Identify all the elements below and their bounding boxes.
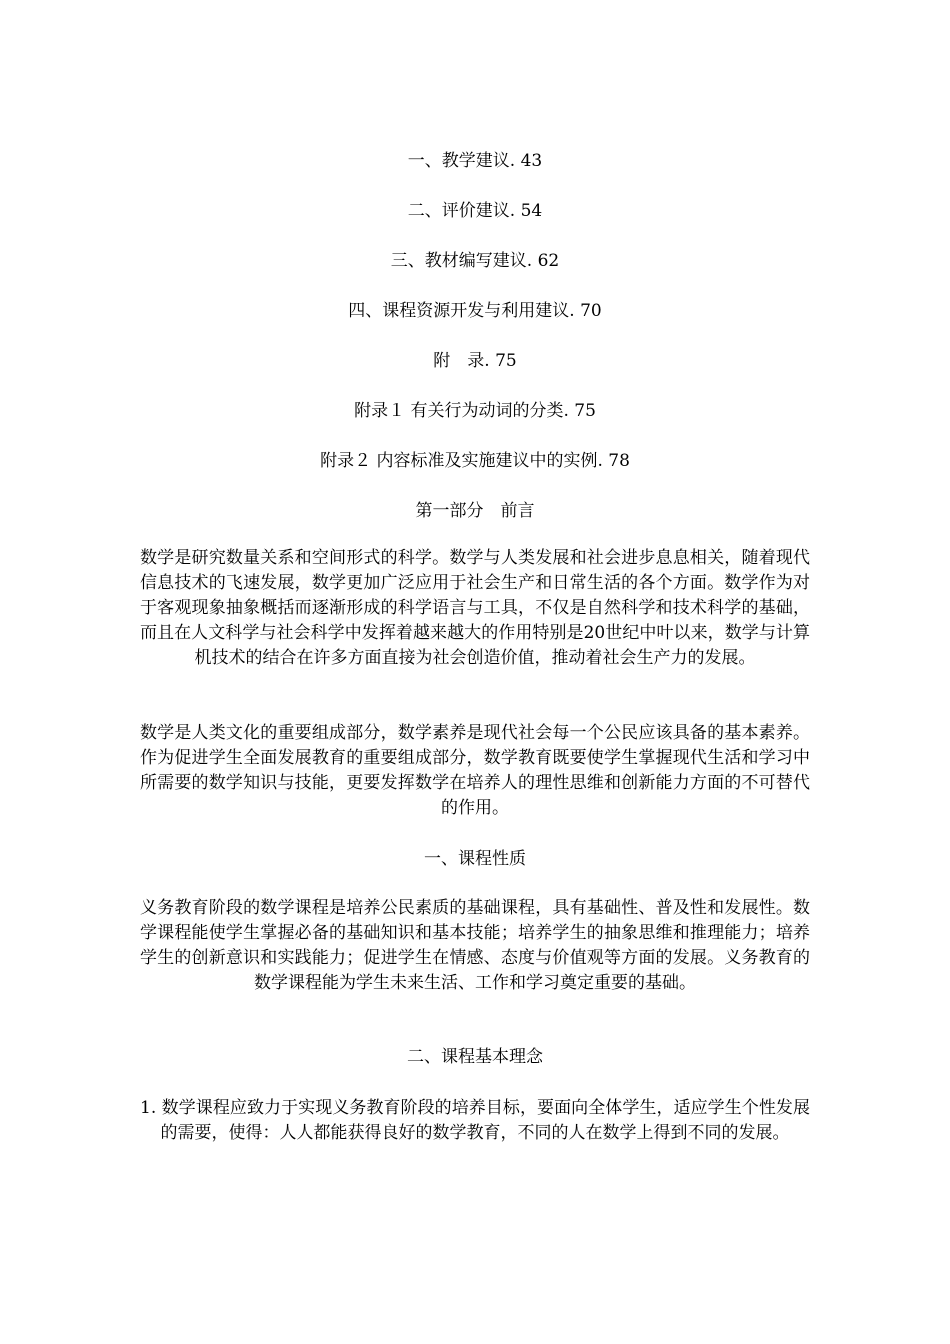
section-basic-concepts-paragraph: 1. 数学课程应致力于实现义务教育阶段的培养目标，要面向全体学生，适应学生个性发展的需要，使得：人人都能获得良好的数学教育，不同的人在数学上得到不同的发展。 — [140, 1098, 810, 1143]
preface-paragraph-2: 数学是人类文化的重要组成部分，数学素养是现代社会每一个公民应该具备的基本素养。作为促进学生全面发展教育的重要组成部分，数学教育既要使学生掌握现代生活和学习中所需要的数学知识与技能，更要发挥数学在培养人的理性思维和创新能力方面的不可替代的作用。 — [140, 723, 810, 818]
toc-entry-textbook-writing-suggestions[interactable]: 三、教材编写建议. 62 — [390, 251, 560, 271]
section-course-nature-paragraph: 义务教育阶段的数学课程是培养公民素质的基础课程，具有基础性、普及性和发展性。数学课程能使学生掌握必备的基础知识和基本技能；培养学生的抽象思维和推理能力；培养学生的创新意识和实践能力；促进学生在情感、态度与价值观等方面的发展。义务教育的数学课程能为学生未来生活、工作和学习奠定重要的基础。 — [140, 898, 810, 993]
section-course-nature-title: 一、课程性质 — [424, 849, 526, 869]
toc-entry-appendix-2[interactable]: 附录２ 内容标准及实施建议中的实例. 78 — [320, 451, 630, 471]
toc-entry-appendix[interactable]: 附 录. 75 — [433, 351, 517, 371]
toc-entry-appendix-1[interactable]: 附录１ 有关行为动词的分类. 75 — [354, 401, 596, 421]
toc-entry-teaching-suggestions[interactable]: 一、教学建议. 43 — [407, 151, 543, 171]
preface-paragraph-1: 数学是研究数量关系和空间形式的科学。数学与人类发展和社会进步息息相关，随着现代信息技术的飞速发展，数学更加广泛应用于社会生产和日常生活的各个方面。数学作为对于客观现象抽象概括而逐渐形成的科学语言与工具，不仅是自然科学和技术科学的基础，而且在人文科学与社会科学中发挥着越来越大的作用特别是20世纪中叶以来，数学与计算机技术的结合在许多方面直接为社会创造价值，推动着社会生产力的发展。 — [140, 548, 810, 668]
toc-entry-evaluation-suggestions[interactable]: 二、评价建议. 54 — [407, 201, 543, 221]
section-basic-concepts-title: 二、课程基本理念 — [407, 1047, 543, 1067]
part-one-title: 第一部分 前言 — [415, 501, 535, 521]
toc-entry-resource-development-suggestions[interactable]: 四、课程资源开发与利用建议. 70 — [348, 301, 602, 321]
